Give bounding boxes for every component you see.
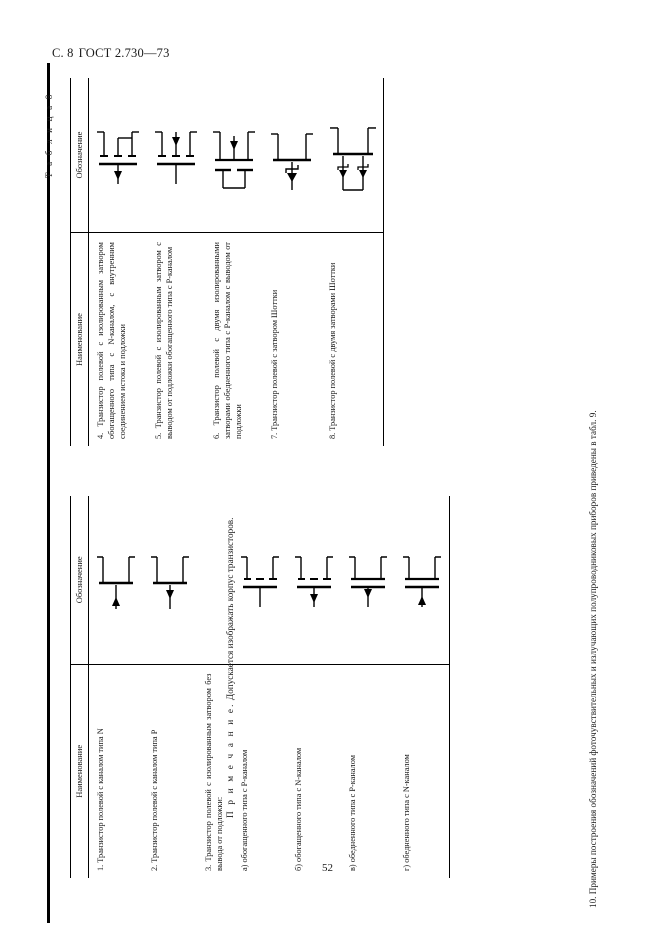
table-right <box>70 78 615 446</box>
table-row <box>395 496 450 878</box>
column-header-symbol: Обозначение <box>71 496 89 664</box>
table-left <box>70 496 615 878</box>
table-row <box>321 78 384 446</box>
table-row <box>147 78 205 446</box>
row-name: в) обедненного типа с P-каналом <box>347 755 357 871</box>
table-caption: Т а б л и ц а 8 <box>44 92 54 178</box>
mosfet-enh-n-symbol <box>287 496 341 664</box>
column-header-name: Наименование <box>71 233 89 446</box>
page-header <box>52 46 170 61</box>
column-header-symbol: Обозначение <box>71 78 89 233</box>
page-vertical-rule <box>47 63 50 923</box>
row-name: 1. Транзистор полевой с каналом типа N <box>96 728 105 871</box>
row-name: 8. Транзистор полевой с двумя затворами Шоттки <box>321 233 384 446</box>
table-row <box>341 496 395 878</box>
row-name: 5. Транзистор полевой с изолированным затвором с выводом от подложки обогащенного типа с P-каналом <box>154 242 174 439</box>
document-designation: ГОСТ 2.730—73 <box>78 46 170 60</box>
row-name: 2. Транзистор полевой с каналом типа P <box>150 729 159 871</box>
dual-gate-mosfet-dep-p-symbol <box>205 78 263 233</box>
row-name: 7. Транзистор полевой с затвором Шоттки <box>270 289 279 439</box>
row-name: 4. Транзистор полевой с изолированным затвором обогащенного типа с N-каналом, с внутренним соединением истока и подложки <box>96 242 127 439</box>
tables-block <box>44 78 615 878</box>
table-row <box>233 496 287 878</box>
mosfet-dep-p-symbol <box>341 496 395 664</box>
row-name: б) обогащенного типа с N-каналом <box>293 747 303 871</box>
note-10: 10. Примеры построения обозначений фоточувствительных и излучающих полупроводниковых приборов приведены в табл. 9. <box>588 410 598 908</box>
row-name: 3. Транзистор полевой с изолированным затвором без вывода от подложки: <box>204 673 224 871</box>
table-row <box>205 78 263 446</box>
folio-number: 52 <box>322 862 333 874</box>
dual-schottky-gate-fet-symbol <box>321 78 384 233</box>
mosfet-enh-p-substrate-symbol <box>147 78 205 233</box>
page-number-label: С. 8 <box>52 46 74 60</box>
mosfet-dep-n-symbol <box>395 496 450 664</box>
table-row <box>89 496 144 878</box>
row-name: 6. Транзистор полевой с двумя изолированными затворами обедненного типа с P-каналом с выводом от подложки <box>212 242 243 439</box>
row-name: г) обедненного типа с N-каналом <box>395 664 450 878</box>
mosfet-enh-p-symbol <box>233 496 287 664</box>
table-row <box>89 78 148 446</box>
row-name: а) обогащенного типа с P-каналом <box>239 749 249 871</box>
mosfet-enh-n-source-substrate-symbol <box>89 78 148 233</box>
schottky-gate-fet-symbol <box>263 78 321 233</box>
note-9-text: Допускается изображать корпус транзисторов. <box>225 517 235 701</box>
column-header-name: Наименование <box>71 664 89 878</box>
table-row <box>263 78 321 446</box>
note-9 <box>225 518 235 818</box>
table-row <box>287 496 341 878</box>
table-row <box>143 496 197 878</box>
fet-p-channel-symbol <box>143 496 197 664</box>
note-9-prefix: П р и м е ч а н и е. <box>225 702 235 818</box>
fet-n-channel-symbol <box>89 496 144 664</box>
